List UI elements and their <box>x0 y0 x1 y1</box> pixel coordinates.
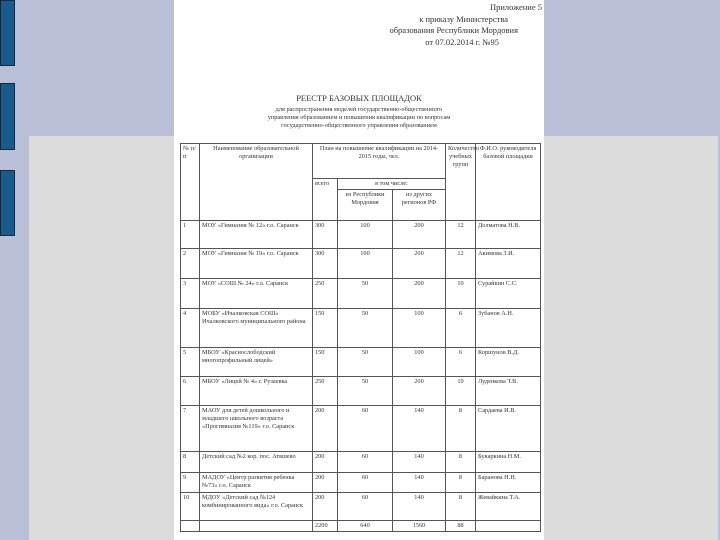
head-name: Долматова Н.В. <box>476 221 541 249</box>
groups-sum: 88 <box>446 521 476 532</box>
row-num: 7 <box>181 406 200 452</box>
other-value: 140 <box>393 406 446 452</box>
head-name: Луденкова Т.В. <box>476 377 541 406</box>
total-value: 250 <box>313 279 338 309</box>
rm-value: 50 <box>338 279 393 309</box>
table-row <box>181 279 541 309</box>
subtitle-line: государственно-общественного управления образованием <box>281 122 437 129</box>
total-value: 250 <box>313 377 338 406</box>
groups-value: 10 <box>446 279 476 309</box>
groups-value: 12 <box>446 249 476 279</box>
org-name: МОУ «Гимназия № 19» г.о. Саранск <box>200 249 313 279</box>
groups-value: 8 <box>446 473 476 493</box>
org-name: МДОУ «Детский сад №124 комбинированного вида» г.о. Саранск <box>200 493 313 521</box>
decor-bar <box>0 170 15 236</box>
other-value: 200 <box>393 221 446 249</box>
order-date: от 07.02.2014 г. №95 <box>425 37 499 47</box>
other-value: 200 <box>393 279 446 309</box>
col-num: № п/п <box>181 144 200 221</box>
total-value: 300 <box>313 221 338 249</box>
org-name: МАДОУ «Центр развития ребенка №73» г.о. Саранск <box>200 473 313 493</box>
head-name: Коршунов В.Д. <box>476 348 541 377</box>
org-name: МОБУ «Ичалковская СОШ» Ичалковского муниципального района <box>200 309 313 348</box>
table-row <box>181 473 541 493</box>
col-head: Ф.И.О. руководителя базовой площадки <box>476 144 541 221</box>
rm-value: 60 <box>338 406 393 452</box>
other-value: 200 <box>393 377 446 406</box>
head-name: Сардаева И.В. <box>476 406 541 452</box>
col-from-other: из других регионов РФ <box>393 190 446 221</box>
table-row <box>181 406 541 452</box>
total-value: 200 <box>313 493 338 521</box>
row-num: 4 <box>181 309 200 348</box>
rm-sum: 640 <box>338 521 393 532</box>
groups-value: 8 <box>446 452 476 473</box>
org-name: МОУ «СОШ № 24» г.о. Саранск <box>200 279 313 309</box>
groups-value: 6 <box>446 309 476 348</box>
head-name: Букаркина Н.М. <box>476 452 541 473</box>
head-name: Жевайкина Т.А. <box>476 493 541 521</box>
col-groups: Количество учебных групп <box>446 144 476 221</box>
total-value: 200 <box>313 473 338 493</box>
rm-value: 100 <box>338 249 393 279</box>
other-value: 100 <box>393 348 446 377</box>
row-num: 9 <box>181 473 200 493</box>
total-value: 150 <box>313 348 338 377</box>
col-name: Наименование образовательной организации <box>200 144 313 221</box>
row-num: 5 <box>181 348 200 377</box>
rm-value: 100 <box>338 221 393 249</box>
total-value: 200 <box>313 452 338 473</box>
total-sum: 2200 <box>313 521 338 532</box>
ministry-line: образования Республики Мордовия <box>389 25 518 35</box>
appendix-label: Приложение 5 <box>490 2 542 12</box>
decor-bar <box>0 0 15 66</box>
row-num: 1 <box>181 221 200 249</box>
groups-value: 12 <box>446 221 476 249</box>
registry-table <box>180 143 541 532</box>
other-value: 140 <box>393 452 446 473</box>
other-value: 140 <box>393 493 446 521</box>
col-including: в том числе: <box>338 179 446 190</box>
col-total: всего <box>313 179 338 221</box>
rm-value: 50 <box>338 309 393 348</box>
row-num: 3 <box>181 279 200 309</box>
groups-value: 6 <box>446 348 476 377</box>
doc-subtitle <box>174 106 544 130</box>
org-name: МОУ «Гимназия № 12» г.о. Саранск <box>200 221 313 249</box>
table-row <box>181 348 541 377</box>
rm-value: 60 <box>338 452 393 473</box>
total-value: 150 <box>313 309 338 348</box>
total-value: 200 <box>313 406 338 452</box>
org-name: МБОУ «Краснослободский многопрофильный лицей» <box>200 348 313 377</box>
doc-title: РЕЕСТР БАЗОВЫХ ПЛОЩАДОК <box>296 93 422 103</box>
groups-value: 8 <box>446 406 476 452</box>
subtitle-line: для распространения моделей государственно-общественного <box>275 106 443 113</box>
other-value: 140 <box>393 473 446 493</box>
rm-value: 50 <box>338 348 393 377</box>
org-name: МБОУ «Лицей № 4» г. Рузаевка <box>200 377 313 406</box>
col-from-rm: из Республики Мордовия <box>338 190 393 221</box>
head-name: Баранова Н.Н. <box>476 473 541 493</box>
head-name: Сурайкин С.С. <box>476 279 541 309</box>
table-row <box>181 221 541 249</box>
table-row <box>181 377 541 406</box>
order-line: к приказу Министерства <box>419 14 508 24</box>
row-num: 6 <box>181 377 200 406</box>
table-row <box>181 309 541 348</box>
other-value: 100 <box>393 309 446 348</box>
rm-value: 60 <box>338 493 393 521</box>
total-value: 300 <box>313 249 338 279</box>
col-plan: План на повышение квалификации на 2014-2015 годы, чел. <box>313 144 446 179</box>
row-num: 8 <box>181 452 200 473</box>
groups-value: 8 <box>446 493 476 521</box>
groups-value: 10 <box>446 377 476 406</box>
other-sum: 1560 <box>393 521 446 532</box>
row-num: 2 <box>181 249 200 279</box>
org-name: Детский сад №2 кор. пос. Атяшево <box>200 452 313 473</box>
totals-row <box>181 521 541 532</box>
rm-value: 50 <box>338 377 393 406</box>
table-row <box>181 249 541 279</box>
head-name: Зубанов А.Н. <box>476 309 541 348</box>
row-num: 10 <box>181 493 200 521</box>
other-value: 200 <box>393 249 446 279</box>
scanned-document <box>174 0 544 540</box>
head-name: Акимова З.И. <box>476 249 541 279</box>
table-row <box>181 452 541 473</box>
rm-value: 60 <box>338 473 393 493</box>
decor-bar <box>0 83 15 150</box>
org-name: МАОУ для детей дошкольного и младшего школьного возраста «Прогимназия №119» г.о. Саранск <box>200 406 313 452</box>
subtitle-line: управления образованием и повышения квалификации по вопросам <box>267 114 451 121</box>
table-row <box>181 493 541 521</box>
